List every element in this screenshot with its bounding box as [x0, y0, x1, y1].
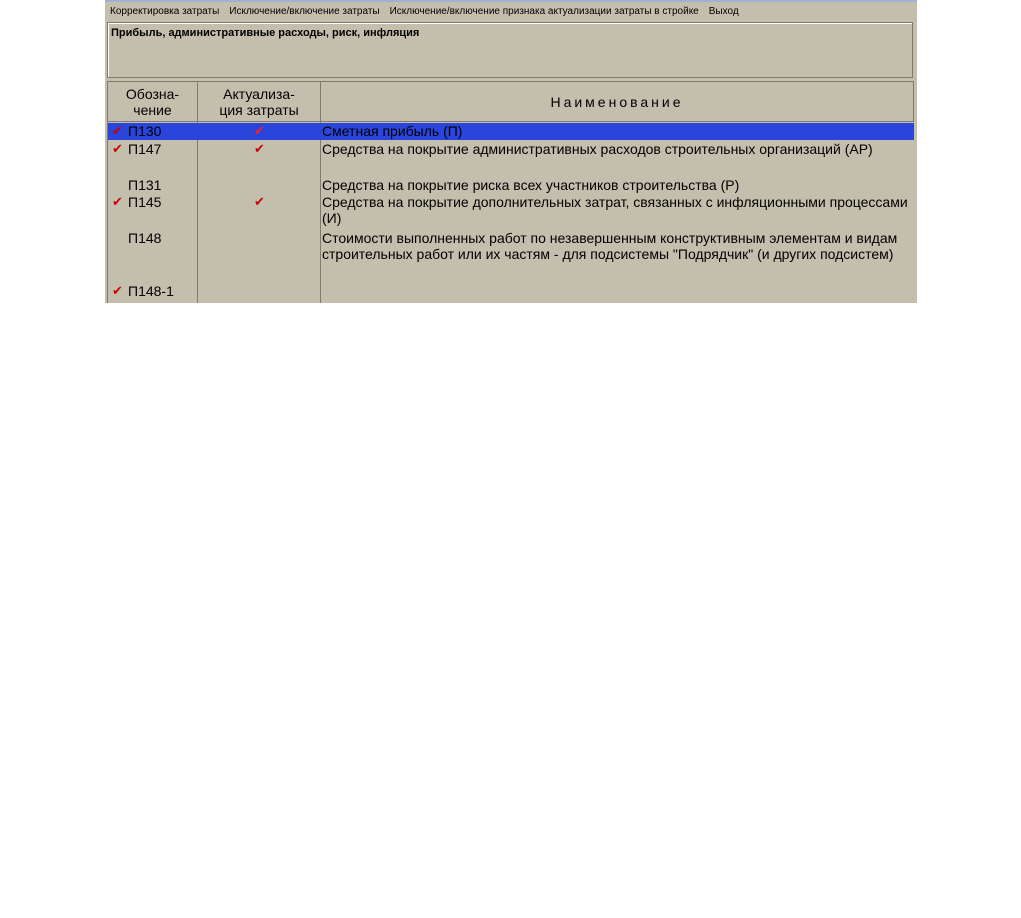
section-title-box	[107, 22, 913, 78]
row-highlight	[108, 283, 914, 300]
cost-code: П148	[128, 230, 162, 246]
check-icon[interactable]: ✔	[112, 283, 123, 298]
check-icon[interactable]	[112, 230, 128, 246]
table-row[interactable]	[108, 141, 914, 175]
cost-name: Средства на покрытие риска всех участников строительства (Р)	[322, 177, 740, 193]
menu-bar	[105, 3, 917, 21]
actualization-check-icon[interactable]: ✔	[254, 194, 265, 209]
table-row[interactable]	[108, 177, 914, 194]
cost-name: Средства на покрытие дополнительных затрат, связанных с инфляционными процессами (И)	[322, 194, 908, 226]
header-name-label: Наименование	[550, 93, 684, 110]
window-top-border	[105, 0, 917, 2]
cost-window	[105, 0, 917, 303]
cell-code	[112, 141, 198, 157]
cost-name: Стоимости выполненных работ по незавершенным конструктивным элементам и видам строительных работ или их частям - для подсистемы "Подрядчик" (и других подсистем)	[322, 230, 898, 262]
cost-name: Сметная прибыль (П)	[322, 123, 463, 139]
header-code[interactable]	[108, 82, 198, 122]
cell-code	[112, 177, 198, 193]
actualization-check-icon[interactable]: ✔	[254, 123, 265, 138]
cell-code	[112, 123, 198, 139]
actualization-check-icon[interactable]: ✔	[254, 141, 265, 156]
cost-code: П148-1	[128, 283, 174, 299]
check-icon[interactable]	[112, 177, 128, 193]
cost-name: Средства на покрытие административных расходов строительных организаций (АР)	[322, 141, 873, 157]
cost-table	[107, 81, 914, 303]
check-icon[interactable]: ✔	[112, 123, 123, 138]
cell-code	[112, 283, 198, 299]
cost-code: П130	[128, 123, 162, 139]
menu-toggle-cost[interactable]: Исключение/включение затраты	[229, 6, 380, 17]
header-actualization-label: Актуализа- ция затраты	[219, 85, 299, 118]
check-icon[interactable]: ✔	[112, 194, 123, 209]
cell-code	[112, 194, 198, 210]
table-row[interactable]	[108, 230, 914, 281]
cell-code	[112, 230, 198, 246]
table-row[interactable]	[108, 123, 914, 140]
cost-code: П145	[128, 194, 162, 210]
menu-exit[interactable]: Выход	[708, 6, 739, 17]
table-row[interactable]	[108, 194, 914, 228]
section-title: Прибыль, административные расходы, риск, инфляция	[111, 27, 420, 39]
header-code-label: Обозна- чение	[125, 85, 180, 118]
header-actualization[interactable]	[198, 82, 321, 122]
cost-code: П147	[128, 141, 162, 157]
menu-edit-cost[interactable]: Корректировка затраты	[110, 6, 220, 17]
check-icon[interactable]: ✔	[112, 141, 123, 156]
menu-toggle-actualization[interactable]: Исключение/включение признака актуализации затраты в стройке	[389, 6, 699, 17]
cost-code: П131	[128, 177, 162, 193]
header-name[interactable]	[321, 82, 914, 122]
table-row[interactable]	[108, 283, 914, 300]
